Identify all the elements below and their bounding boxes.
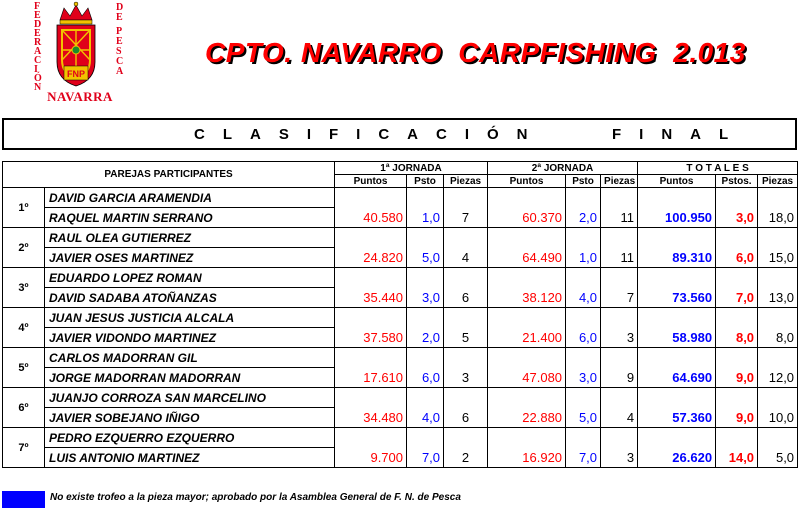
table-row — [3, 348, 798, 368]
table-row — [3, 208, 798, 228]
table-row — [3, 268, 798, 288]
participant-name-1: EDUARDO LOPEZ ROMAN — [45, 268, 335, 288]
empty-cell — [488, 308, 566, 328]
total-piezas-cell: 12,0 — [758, 368, 798, 388]
empty-cell — [444, 228, 488, 248]
position-cell: 1º — [3, 188, 45, 228]
j1-psto-cell: 1,0 — [407, 208, 444, 228]
fnp-badge — [64, 66, 88, 80]
j1-psto-cell: 2,0 — [407, 328, 444, 348]
j2-puntos-cell: 64.490 — [488, 248, 566, 268]
empty-cell — [566, 388, 601, 408]
empty-cell — [758, 228, 798, 248]
participant-name-1: JUANJO CORROZA SAN MARCELINO — [45, 388, 335, 408]
j2-puntos-cell: 38.120 — [488, 288, 566, 308]
total-pstos-cell: 9,0 — [716, 368, 758, 388]
table-row — [3, 388, 798, 408]
logo-arc-right-text: D E P E S C A — [116, 2, 124, 77]
header-totales: T O T A L E S — [638, 162, 798, 175]
j2-piezas-cell: 3 — [601, 328, 638, 348]
empty-cell — [638, 228, 716, 248]
table-row — [3, 368, 798, 388]
logo-bottom-text: NAVARRA — [47, 89, 113, 104]
j1-piezas-cell: 3 — [444, 368, 488, 388]
j1-puntos-cell: 37.580 — [335, 328, 407, 348]
empty-cell — [758, 308, 798, 328]
empty-cell — [488, 268, 566, 288]
total-pstos-cell: 9,0 — [716, 408, 758, 428]
header-participants: PAREJAS PARTICIPANTES — [3, 162, 335, 188]
total-puntos-cell: 57.360 — [638, 408, 716, 428]
total-piezas-cell: 15,0 — [758, 248, 798, 268]
participant-name-2: DAVID SADABA ATOÑANZAS — [45, 288, 335, 308]
total-pstos-cell: 7,0 — [716, 288, 758, 308]
j2-piezas-cell: 9 — [601, 368, 638, 388]
j2-psto-cell: 5,0 — [566, 408, 601, 428]
j1-puntos-cell: 34.480 — [335, 408, 407, 428]
empty-cell — [407, 308, 444, 328]
j2-psto-cell: 1,0 — [566, 248, 601, 268]
participant-name-1: CARLOS MADORRAN GIL — [45, 348, 335, 368]
table-row — [3, 448, 798, 468]
participant-name-1: PEDRO EZQUERRO EZQUERRO — [45, 428, 335, 448]
j1-puntos-cell: 40.580 — [335, 208, 407, 228]
empty-cell — [716, 388, 758, 408]
j1-piezas-cell: 4 — [444, 248, 488, 268]
header-j2-psto: Psto — [566, 175, 601, 188]
empty-cell — [407, 228, 444, 248]
total-pstos-cell: 8,0 — [716, 328, 758, 348]
position-cell: 6º — [3, 388, 45, 428]
total-puntos-cell: 73.560 — [638, 288, 716, 308]
banner-text: CLASIFICACIÓN FINAL — [194, 125, 747, 143]
logo-arc-left-text: F E D E R A C I Ó N — [34, 1, 42, 93]
empty-cell — [758, 388, 798, 408]
table-row — [3, 288, 798, 308]
j2-psto-cell: 6,0 — [566, 328, 601, 348]
total-pstos-cell: 3,0 — [716, 208, 758, 228]
j1-piezas-cell: 6 — [444, 288, 488, 308]
empty-cell — [566, 428, 601, 448]
table-row — [3, 428, 798, 448]
participant-name-1: DAVID GARCIA ARAMENDIA — [45, 188, 335, 208]
empty-cell — [566, 308, 601, 328]
empty-cell — [601, 268, 638, 288]
j2-puntos-cell: 16.920 — [488, 448, 566, 468]
j2-psto-cell: 3,0 — [566, 368, 601, 388]
empty-cell — [335, 268, 407, 288]
participant-name-2: JAVIER OSES MARTINEZ — [45, 248, 335, 268]
page-title: CPTO. NAVARRO CARPFISHING 2.013 — [205, 37, 746, 68]
table-row — [3, 188, 798, 208]
empty-cell — [638, 388, 716, 408]
empty-cell — [488, 388, 566, 408]
participant-name-2: JORGE MADORRAN MADORRAN — [45, 368, 335, 388]
header-jornada-1: 1ª JORNADA — [335, 162, 488, 175]
empty-cell — [638, 428, 716, 448]
empty-cell — [444, 308, 488, 328]
empty-cell — [601, 188, 638, 208]
empty-cell — [716, 228, 758, 248]
j1-psto-cell: 3,0 — [407, 288, 444, 308]
j1-puntos-cell: 17.610 — [335, 368, 407, 388]
header-tot-piezas: Piezas — [758, 175, 798, 188]
participant-name-1: JUAN JESUS JUSTICIA ALCALA — [45, 308, 335, 328]
empty-cell — [566, 188, 601, 208]
header-tot-puntos: Puntos — [638, 175, 716, 188]
empty-cell — [638, 268, 716, 288]
empty-cell — [335, 428, 407, 448]
empty-cell — [407, 388, 444, 408]
empty-cell — [601, 388, 638, 408]
empty-cell — [407, 268, 444, 288]
empty-cell — [638, 188, 716, 208]
empty-cell — [601, 348, 638, 368]
total-puntos-cell: 64.690 — [638, 368, 716, 388]
classification-banner — [2, 118, 797, 150]
empty-cell — [638, 308, 716, 328]
empty-cell — [407, 348, 444, 368]
results-body — [3, 188, 798, 468]
j2-puntos-cell: 47.080 — [488, 368, 566, 388]
position-cell: 2º — [3, 228, 45, 268]
federation-logo — [30, 0, 130, 104]
table-row — [3, 408, 798, 428]
participant-name-2: RAQUEL MARTIN SERRANO — [45, 208, 335, 228]
j2-puntos-cell: 22.880 — [488, 408, 566, 428]
j2-puntos-cell: 21.400 — [488, 328, 566, 348]
empty-cell — [566, 228, 601, 248]
empty-cell — [488, 228, 566, 248]
table-row — [3, 328, 798, 348]
total-puntos-cell: 89.310 — [638, 248, 716, 268]
position-cell: 5º — [3, 348, 45, 388]
empty-cell — [444, 348, 488, 368]
j2-piezas-cell: 11 — [601, 248, 638, 268]
j2-psto-cell: 2,0 — [566, 208, 601, 228]
empty-cell — [407, 428, 444, 448]
empty-cell — [716, 308, 758, 328]
j1-piezas-cell: 7 — [444, 208, 488, 228]
j1-psto-cell: 5,0 — [407, 248, 444, 268]
total-pstos-cell: 14,0 — [716, 448, 758, 468]
total-pstos-cell: 6,0 — [716, 248, 758, 268]
total-puntos-cell: 100.950 — [638, 208, 716, 228]
empty-cell — [566, 348, 601, 368]
j1-piezas-cell: 2 — [444, 448, 488, 468]
participant-name-1: RAUL OLEA GUTIERREZ — [45, 228, 335, 248]
empty-cell — [716, 188, 758, 208]
total-piezas-cell: 10,0 — [758, 408, 798, 428]
total-puntos-cell: 26.620 — [638, 448, 716, 468]
empty-cell — [444, 388, 488, 408]
j1-psto-cell: 6,0 — [407, 368, 444, 388]
empty-cell — [335, 388, 407, 408]
header-j2-piezas: Piezas — [601, 175, 638, 188]
empty-cell — [335, 228, 407, 248]
header-j1-psto: Psto — [407, 175, 444, 188]
header-j1-puntos: Puntos — [335, 175, 407, 188]
empty-cell — [407, 188, 444, 208]
j1-piezas-cell: 6 — [444, 408, 488, 428]
header-j2-puntos: Puntos — [488, 175, 566, 188]
empty-cell — [601, 228, 638, 248]
empty-cell — [566, 268, 601, 288]
j2-piezas-cell: 11 — [601, 208, 638, 228]
empty-cell — [758, 268, 798, 288]
j1-piezas-cell: 5 — [444, 328, 488, 348]
participant-name-2: JAVIER VIDONDO MARTINEZ — [45, 328, 335, 348]
total-piezas-cell: 8,0 — [758, 328, 798, 348]
position-cell: 3º — [3, 268, 45, 308]
j2-puntos-cell: 60.370 — [488, 208, 566, 228]
empty-cell — [444, 268, 488, 288]
table-row — [3, 308, 798, 328]
empty-cell — [444, 428, 488, 448]
empty-cell — [716, 348, 758, 368]
total-piezas-cell: 13,0 — [758, 288, 798, 308]
footer-note: No existe trofeo a la pieza mayor; aprobado por la Asamblea General de F. N. de Pesca — [50, 492, 461, 503]
j2-piezas-cell: 4 — [601, 408, 638, 428]
j1-puntos-cell: 24.820 — [335, 248, 407, 268]
header-tot-pstos: Pstos. — [716, 175, 758, 188]
j1-psto-cell: 7,0 — [407, 448, 444, 468]
header-j1-piezas: Piezas — [444, 175, 488, 188]
total-puntos-cell: 58.980 — [638, 328, 716, 348]
empty-cell — [488, 188, 566, 208]
total-piezas-cell: 5,0 — [758, 448, 798, 468]
j2-piezas-cell: 7 — [601, 288, 638, 308]
total-piezas-cell: 18,0 — [758, 208, 798, 228]
j2-psto-cell: 7,0 — [566, 448, 601, 468]
j2-psto-cell: 4,0 — [566, 288, 601, 308]
j2-piezas-cell: 3 — [601, 448, 638, 468]
empty-cell — [638, 348, 716, 368]
table-row — [3, 248, 798, 268]
crown-icon — [60, 2, 92, 24]
header-jornada-2: 2ª JORNADA — [488, 162, 638, 175]
j1-puntos-cell: 35.440 — [335, 288, 407, 308]
position-cell: 7º — [3, 428, 45, 468]
empty-cell — [488, 428, 566, 448]
position-cell: 4º — [3, 308, 45, 348]
empty-cell — [488, 348, 566, 368]
empty-cell — [335, 348, 407, 368]
empty-cell — [758, 428, 798, 448]
empty-cell — [758, 188, 798, 208]
results-table — [2, 161, 798, 468]
table-row — [3, 228, 798, 248]
empty-cell — [758, 348, 798, 368]
empty-cell — [601, 428, 638, 448]
empty-cell — [335, 188, 407, 208]
empty-cell — [601, 308, 638, 328]
empty-cell — [716, 428, 758, 448]
j1-psto-cell: 4,0 — [407, 408, 444, 428]
j1-puntos-cell: 9.700 — [335, 448, 407, 468]
participant-name-2: LUIS ANTONIO MARTINEZ — [45, 448, 335, 468]
participant-name-2: JAVIER SOBEJANO IÑIGO — [45, 408, 335, 428]
empty-cell — [335, 308, 407, 328]
empty-cell — [716, 268, 758, 288]
svg-text:FNP: FNP — [67, 69, 85, 79]
empty-cell — [444, 188, 488, 208]
legend-swatch — [2, 491, 45, 508]
